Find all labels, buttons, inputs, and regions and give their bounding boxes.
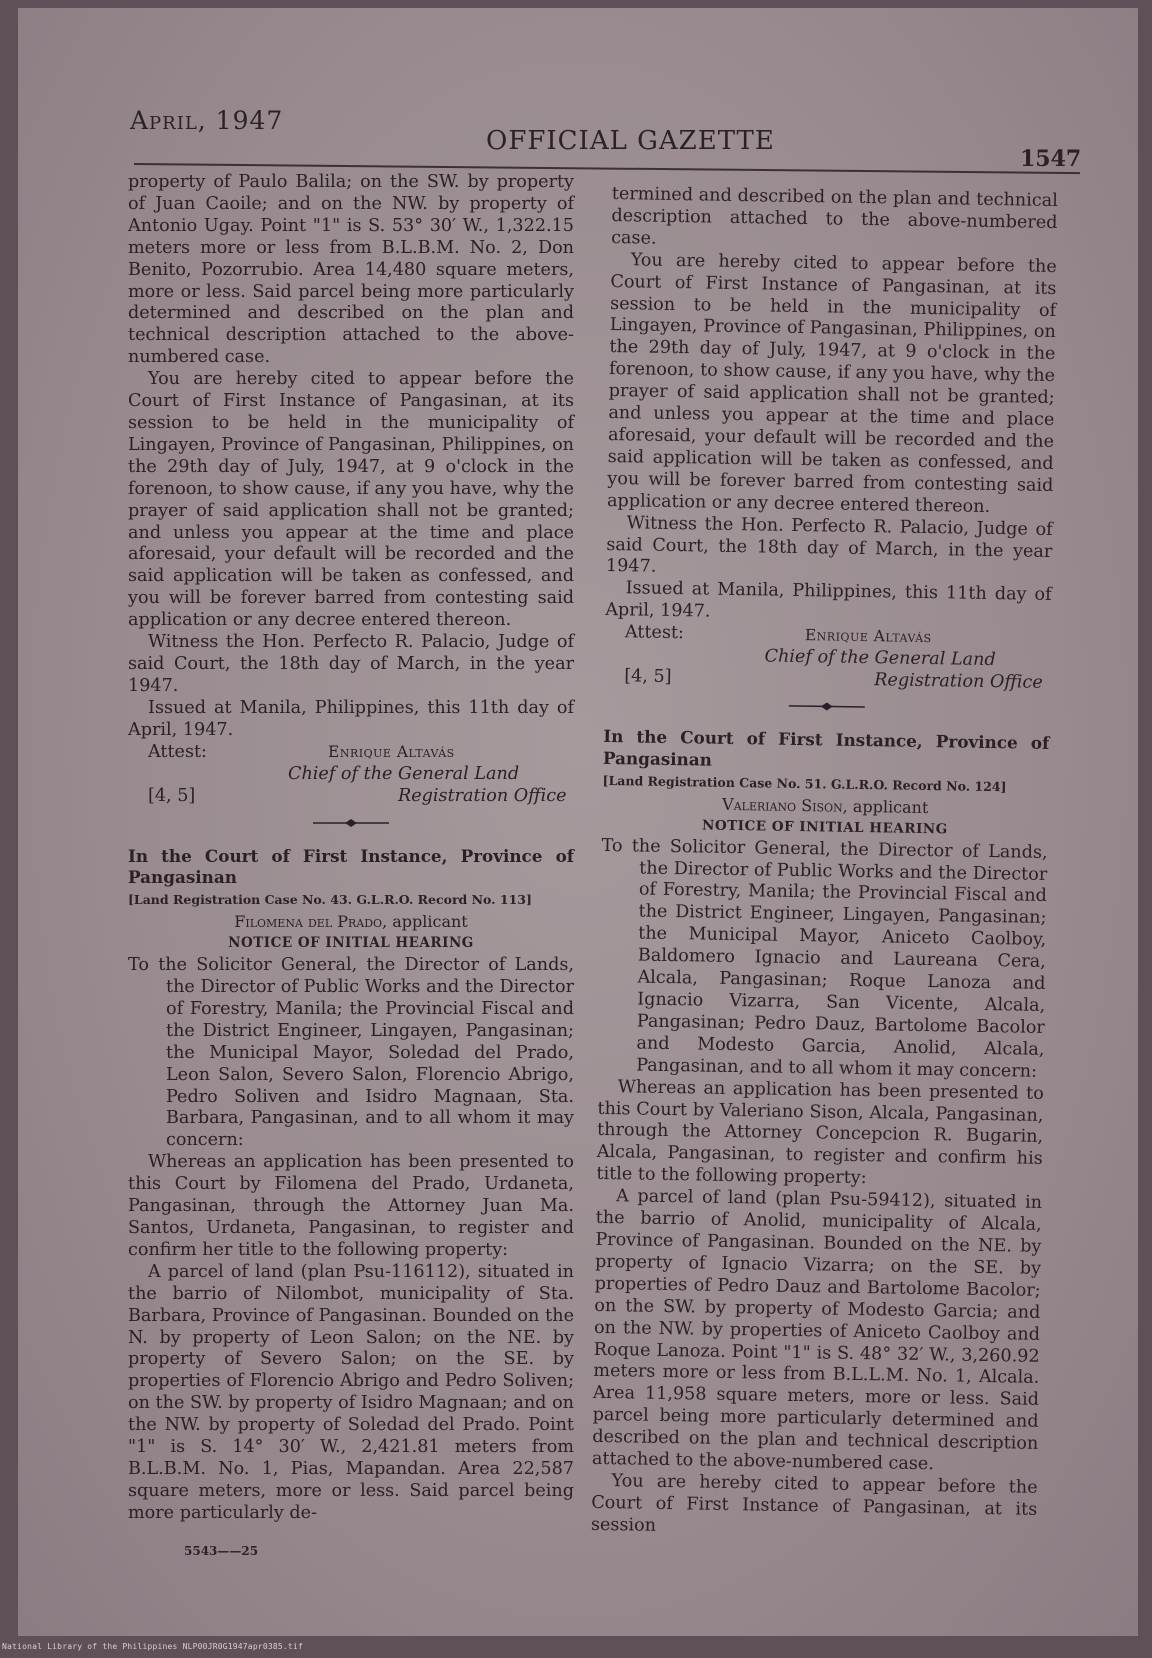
attest-issue-bracket: [4, 5] bbox=[624, 666, 672, 688]
notice3-case-line: [Land Registration Case No. 51. G.L.R.O. Record No. 124] bbox=[602, 772, 1007, 795]
notice3-whereas: Whereas an application has been presented to this Court by Valeriano Sison, Alcala, Pangasinan, through the Attorney Concepcion R. Bugarin, Alcala, Pangasinan, to register and confirm his title to the following property: bbox=[596, 1076, 1044, 1189]
left-column bbox=[128, 172, 574, 1525]
section-ornament bbox=[128, 814, 574, 828]
header-title: OFFICIAL GAZETTE bbox=[486, 126, 775, 156]
notice2-applicant-suffix: , applicant bbox=[382, 912, 468, 932]
attest-title-line2: Registration Office bbox=[398, 785, 567, 806]
scan-footer-label: National Library of the Philippines NLP00JR0G1947apr0385.tif bbox=[2, 1642, 303, 1651]
right-continued-paragraph: termined and described on the plan and technical description attached to the above-numbered case. bbox=[610, 184, 1058, 249]
attest-signatory: Enrique Altavás bbox=[804, 626, 932, 647]
notice2-title: NOTICE OF INITIAL HEARING bbox=[228, 935, 474, 952]
notice2-whereas: Whereas an application has been presented to this Court by Filomena del Prado, Urdaneta, Pangasinan, through the Attorney Juan Ma. Santos, Urdaneta, Pangasinan, to register and confirm her title to the following property: bbox=[128, 1152, 574, 1260]
header-month: April, 1947 bbox=[130, 106, 284, 135]
header-page-number: 1547 bbox=[1020, 146, 1082, 172]
attest-signatory: Enrique Altavás bbox=[328, 742, 455, 761]
left-continued-paragraph: property of Paulo Balila; on the SW. by property of Juan Caoile; and on the NW. by property of Antonio Ugay. Point "1" is S. 53° 30′ W., 1,322.15 meters more or less from B.L.B.M. No. 2, Don Benito, Pozorrubio. Area 14,480 square meters, more or less. Said parcel being more particularly determined and described on the plan and technical description attached to the above-numbered case. bbox=[128, 172, 574, 368]
print-code: 5543——25 bbox=[184, 1544, 259, 1558]
right-attest-block bbox=[604, 622, 1051, 695]
gazette-page bbox=[18, 8, 1138, 1636]
notice3-applicant-suffix: , applicant bbox=[842, 796, 929, 817]
notice3-court-heading: In the Court of First Instance, Province of Pangasinan bbox=[602, 726, 1050, 770]
attest-issue-bracket: [4, 5] bbox=[148, 785, 196, 806]
notice2-court-heading: In the Court of First Instance, Province of Pangasinan bbox=[128, 845, 574, 888]
left-cited-paragraph: You are hereby cited to appear before the Court of First Instance of Pangasinan, at its session to be held in the municipality of Lingayen, Province of Pangasinan, Philippines, on the 29th day of July, 1947, at 9 o'clock in the forenoon, to show cause, if any you have, why the prayer of said application shall not be granted; and unless you appear at the time and place aforesaid, your default will be recorded and the said application will be taken as confessed, and you will be forever barred from contesting said application or any decree entered thereon. bbox=[128, 369, 574, 631]
notice2-applicant-name: Filomena del Prado bbox=[234, 912, 383, 932]
left-issued-paragraph: Issued at Manila, Philippines, this 11th day of April, 1947. bbox=[128, 697, 574, 740]
notice3-cited-start: You are hereby cited to appear before the Court of First Instance of Pangasinan, at its session bbox=[590, 1471, 1038, 1536]
notice3-title: NOTICE OF INITIAL HEARING bbox=[701, 817, 948, 838]
right-issued-paragraph: Issued at Manila, Philippines, this 11th day of April, 1947. bbox=[605, 578, 1052, 622]
section-ornament bbox=[604, 694, 1050, 715]
attest-label: Attest: bbox=[148, 741, 207, 762]
attest-title-line2: Registration Office bbox=[874, 670, 1043, 693]
notice2-addressees: To the Solicitor General, the Director of Lands, the Director of Public Works and the Director of Forestry, Manila; the Provincial Fiscal and the District Engineer, Lingayen, Pangasinan; the Municipal Mayor, Soledad del Prado, Leon Salon, Severo Salon, Florencio Abrigo, Pedro Soliven and Isidro Magnaan, Sta. Barbara, Pangasinan, and to all whom it may concern: bbox=[128, 955, 574, 1151]
notice2-parcel: A parcel of land (plan Psu-116112), situated in the barrio of Nilombot, municipality of Sta. Barbara, Province of Pangasinan. Bounded on the N. by property of Leon Salon; on the NE. by property of Severo Salon; on the SE. by properties of Florencio Abrigo and Pedro Soliven; on the SW. by property of Isidro Magnaan; and on the NW. by property of Soledad del Prado. Point "1" is S. 14° 30′ W., 2,421.81 meters from B.L.B.M. No. 1, Pias, Mapandan. Area 22,587 square meters, more or less. Said parcel being more particularly de- bbox=[128, 1261, 574, 1523]
right-cited-paragraph: You are hereby cited to appear before the Court of First Instance of Pangasinan, at its session to be held in the municipality of Lingayen, Province of Pangasinan, Philippines, on the 29th day of July, 1947, at 9 o'clock in the forenoon, to show cause, if any you have, why the prayer of said application shall not be granted; and unless you appear at the time and place aforesaid, your default will be recorded and the said application will be taken as confessed, and you will be forever barred from contesting said application or any decree entered thereon. bbox=[606, 250, 1057, 517]
notice3-parcel: A parcel of land (plan Psu-59412), situated in the barrio of Anolid, municipality of Alcala, Province of Pangasinan. Bounded on the NE. by property of Ignacio Vizarra; on the SE. by properties of Pedro Dauz and Bartolome Bacolor; on the SW. by property of Modesto Garcia; and on the NW. by properties of Aniceto Caolboy and Roque Lanoza. Point "1" is S. 48° 32′ W., 3,260.92 meters more or less from B.L.L.M. No. 1, Alcala. Area 11,958 square meters, more or less. Said parcel being more particularly determined and described on the plan and technical description attached to the above-numbered case. bbox=[591, 1186, 1043, 1475]
notice3-applicant-name: Valeriano Sison bbox=[721, 794, 843, 816]
right-witness-paragraph: Witness the Hon. Perfecto R. Palacio, Judge of said Court, the 18th day of March, in the year 1947. bbox=[605, 512, 1053, 578]
notice3-addressees: To the Solicitor General, the Director of Lands, the Director of Public Works and the Director of Forestry, Manila; the Provincial Fiscal and the District Engineer, Lingayen, Pangasinan; the Municipal Mayor, Aniceto Caolboy, Baldomero Ignacio and Laureana Cera, Alcala, Pangasinan; Roque Lanoza and Ignacio Vizarra, San Vicente, Alcala, Pangasinan; Pedro Dauz, Bartolome Bacolor and Modesto Garcia, Anolid, Alcala, Pangasinan, and to all whom it may concern: bbox=[601, 835, 1048, 1082]
attest-title-line1: Chief of the General Land bbox=[764, 646, 996, 671]
attest-title-line1: Chief of the General Land bbox=[288, 763, 520, 784]
attest-label: Attest: bbox=[624, 622, 685, 644]
right-column bbox=[591, 184, 1058, 1543]
left-witness-paragraph: Witness the Hon. Perfecto R. Palacio, Judge of said Court, the 18th day of March, in the year 1947. bbox=[128, 632, 574, 696]
left-attest-block bbox=[128, 742, 574, 808]
notice2-case-line: [Land Registration Case No. 43. G.L.R.O. Record No. 113] bbox=[128, 892, 532, 908]
notice2-applicant bbox=[128, 911, 574, 933]
